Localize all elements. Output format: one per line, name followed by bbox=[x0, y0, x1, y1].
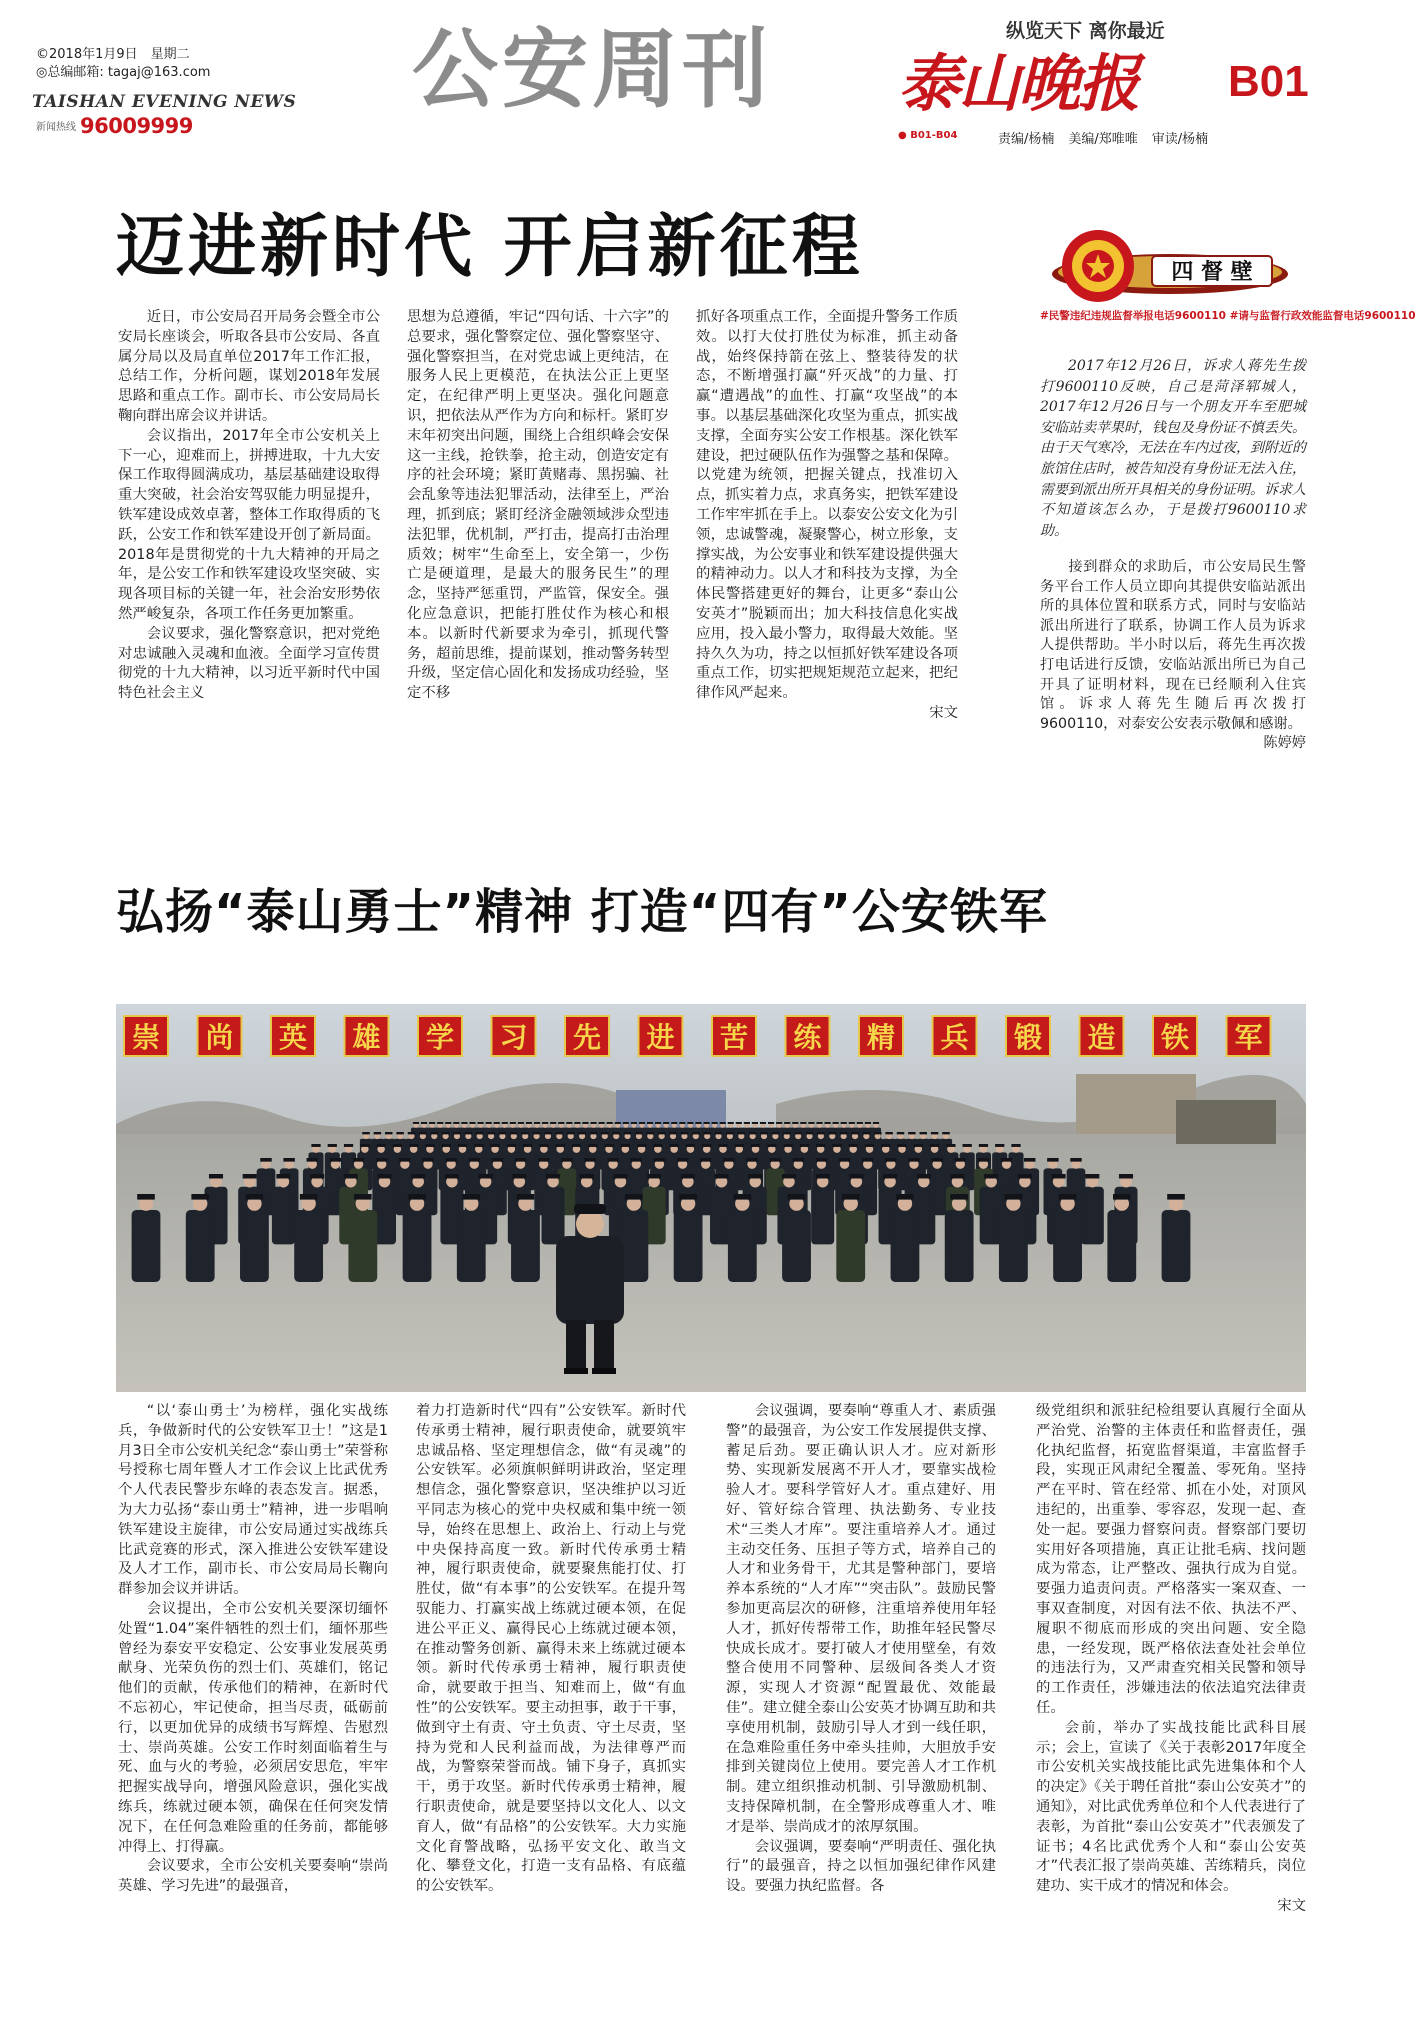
article1-column-1 bbox=[118, 308, 380, 792]
banner-char: 精 bbox=[866, 1021, 896, 1054]
police-assembly-photo bbox=[116, 1004, 1306, 1392]
banner-char: 练 bbox=[793, 1021, 822, 1054]
sidebar-body bbox=[1040, 558, 1306, 754]
newspaper-logo: 泰山晚报 bbox=[898, 47, 1139, 120]
photo-illustration bbox=[116, 1004, 1306, 1392]
article2-column-1 bbox=[118, 1402, 388, 2002]
banner-char: 造 bbox=[1087, 1021, 1116, 1054]
hotline-number: 96009999 bbox=[80, 114, 193, 138]
sidebar-logo-text: 四 督 壁 bbox=[1171, 260, 1253, 285]
article2-headline: 弘扬“泰山勇士”精神 打造“四有”公安铁军 bbox=[116, 884, 1048, 940]
banner-char: 铁 bbox=[1160, 1021, 1190, 1054]
article1-paragraph: 会议要求，强化警察意识，把对党绝对忠诚融入灵魂和血液。全面学习宣传贯彻党的十九大精神，以习近平新时代中国特色社会主义 bbox=[118, 625, 380, 702]
banner-char: 尚 bbox=[205, 1021, 234, 1054]
article1-headline: 迈进新时代 开启新征程 bbox=[116, 208, 864, 287]
banner-char: 苦 bbox=[719, 1021, 749, 1054]
banner-char: 军 bbox=[1234, 1021, 1263, 1054]
section-title: 公安周刊 bbox=[412, 20, 772, 120]
masthead-meta bbox=[36, 46, 210, 82]
article2-column-2 bbox=[416, 1402, 686, 2002]
sidebar-signature: 陈婷婷 bbox=[1263, 735, 1306, 752]
article2-paragraph: 会前，举办了实战技能比武科目展示；会上，宣读了《关于表彰2017年度全市公安机关实战技能比武先进集体和个人的决定》《关于聘任首批“泰山公安英才”的通知》，对比武优秀单位和个人代表进行了表彰，为首批“泰山公安英才”代表颁发了证书；4名比武优秀个人和“泰山公安英才”代表汇报了崇尚英雄、苦练精兵，岗位建功、实干成才的情况和体会。 bbox=[1036, 1719, 1306, 1895]
article1-paragraph: 近日，市公安局召开局务会暨全市公安局长座谈会，听取各县市公安局、各直属分局以及局直单位2017年工作汇报，总结工作，分析问题，谋划2018年发展思路和重点工作。副市长、市公安局局长鞠向群出席会议并讲话。 bbox=[118, 309, 380, 424]
article1-signature: 宋文 bbox=[929, 704, 958, 721]
article2-paragraph: 会议提出，全市公安机关要深切缅怀处置“1.04”案件牺牲的烈士们，缅怀那些曾经为泰安平安稳定、公安事业发展英勇献身、光荣负伤的烈士们、英雄们，铭记他们的贡献，传承他们的精神，在新时代不忘初心，牢记使命，担当尽责，砥砺前行，以更加优异的成绩书写辉煌、告慰烈士、崇尚英雄。公安工作时刻面临着生与死、血与火的考验，必须居安思危，牢牢把握实战导向，增强风险意识，强化实战练兵，练就过硬本领，确保在任何突发情况下，在任何急难险重的任务前，都能够冲得上、打得赢。 bbox=[118, 1600, 388, 1855]
sidebar-logo bbox=[1040, 222, 1306, 312]
article2-paragraph: “以‘泰山勇士’为榜样，强化实战练兵，争做新时代的公安铁军卫士！”这是1月3日全市公安机关纪念“泰山勇士”荣誉称号授称七周年暨人才工作会议上比武优秀个人代表民警步东峰的表态发言。据悉，为大力弘扬“泰山勇士”精神，进一步唱响铁军建设主旋律，市公安局通过实战练兵比武竞赛的形式，深入推进公安铁军建设及人才工作，副市长、市公安局局长鞠向群参加会议并讲话。 bbox=[118, 1403, 388, 1598]
banner-char: 英 bbox=[278, 1021, 308, 1054]
sidebar-quote bbox=[1040, 356, 1306, 541]
article2-column-4 bbox=[1036, 1402, 1306, 2002]
banner-char: 进 bbox=[646, 1021, 675, 1054]
article2-paragraph: 会议要求，全市公安机关要奏响“崇尚英雄、学习先进”的最强音， bbox=[118, 1858, 388, 1895]
sidebar-quote-text: 2017年12月26日，诉求人蒋先生拨打9600110反映，自己是菏泽郓城人，2017年12月26日与一个朋友开车至肥城安临站卖苹果时，钱包及身份证不慎丢失。由于天气寒冷，无法在车内过夜，到附近的旅馆住店时，被告知没有身份证无法入住，需要到派出所开具相关的身份证明。诉求人不知道该怎么办，于是拨打9600110求助。 bbox=[1040, 358, 1306, 539]
article1-column-3 bbox=[696, 308, 958, 792]
banner-char: 锻 bbox=[1013, 1021, 1043, 1054]
article2-signature: 宋文 bbox=[1277, 1897, 1306, 1914]
sidebar-caption: #民警违纪违规监督举报电话9600110 #请与监督行政效能监督电话9600110 bbox=[1040, 310, 1416, 322]
sidebar-column bbox=[1040, 222, 1416, 798]
article2-paragraph: 会议强调，要奏响“尊重人才、素质强警”的最强音，为公安工作发展提供支撑、蓄足后劲。要正确认识人才。应对新形势、实现新发展离不开人才，要靠实战检验人才。要科学管好人才。重点建好、用好、管好综合管理、执法勤务、专业技术“三类人才库”。要注重培养人才。通过主动交任务、压担子等方式，培养自己的人才和业务骨干，尤其是警种部门，要培养本系统的“人才库”“突击队”。鼓励民警参加更高层次的研修，注重培养使用年轻人才，抓好传帮带工作，助推年轻民警尽快成长成才。要打破人才使用壁垒，有效整合使用不同警种、层级间各类人才资源，实现人才资源“配置最优、效能最佳”。建立健全泰山公安英才协调互助和共享使用机制，鼓励引导人才到一线任职，在急难险重任务中牵头挂帅，大胆放手安排到关键岗位上使用。要完善人才工作机制。建立组织推动机制、引导激励机制、支持保障机制，在全警形成尊重人才、唯才是举、崇尚成才的浓厚氛围。 bbox=[726, 1403, 996, 1835]
article2-column-3 bbox=[726, 1402, 996, 2002]
banner-char: 兵 bbox=[940, 1021, 969, 1054]
article1-paragraph: 抓好各项重点工作，全面提升警务工作质效。以打大仗打胜仗为标准，抓主动备战，始终保持箭在弦上、整装待发的状态，不断增强打赢“歼灭战”的力量、打赢“遭遇战”的血性、打赢“攻坚战”的本事。以基层基础深化攻坚为重点，抓实战支撑，全面夯实公安工作根基。深化铁军建设，把过硬队伍作为强警之基和保障。以党建为统领，把握关键点，找准切入点，抓实着力点，求真务实，把铁军建设工作牢牢抓在手上。以泰安公安文化为引领，忠诚警魂，凝聚警心，树立形象，支撑实战，为公安事业和铁军建设提供强大的精神动力。以人才和科技为支撑，为全体民警搭建更好的舞台，让更多“泰山公安英才”脱颖而出；加大科技信息化实战应用，投入最小警力，取得最大效能。坚持久久为功，持之以恒抓好铁军建设各项重点工作，切实把规矩规范立起来，把纪律作风严起来。 bbox=[696, 309, 958, 702]
article1-paragraph: 会议指出，2017年全市公安机关上下一心，迎难而上，拼搏进取，十九大安保工作取得圆满成功，基层基础建设取得重大突破，社会治安驾驭能力明显提升，铁军建设成效卓著，整体工作取得质的飞跃，公安工作和铁军建设开创了新局面。2018年是贯彻党的十九大精神的开局之年，是公安工作和铁军建设攻坚突破、实现各项目标的关键一年，社会治安形势依然严峻复杂，各项工作任务更加繁重。 bbox=[118, 427, 380, 622]
article2-paragraph: 级党组织和派驻纪检组要认真履行全面从严治党、治警的主体责任和监督责任，强化执纪监督，拓宽监督渠道，丰富监督手段，实现正风肃纪全覆盖、零死角。坚持严在平时、管在经常、抓在小处，对顶风违纪的，出重拳、零容忍，发现一起、查处一起。要强力督察问责。督察部门要切实用好各项措施，真正让批毛病、找问题成为常态，让严整改、强执行成为自觉。要强力追责问责。严格落实一案双查、一事双查制度，对因有法不依、执法不严、履职不彻底而形成的突出问题、安全隐患，一经发现，既严格依法查处社会单位的违法行为，又严肃查究相关民警和领导的工作责任，涉嫌违法的依法追究法律责任。 bbox=[1036, 1403, 1306, 1716]
article1-column-2 bbox=[407, 308, 669, 792]
banner-char: 先 bbox=[572, 1021, 602, 1054]
banner-char: 雄 bbox=[352, 1021, 381, 1054]
issue-date: ©2018年1月9日 星期二 bbox=[36, 47, 190, 62]
article2-paragraph: 着力打造新时代“四有”公安铁军。新时代传承勇士精神，履行职责使命，就要筑牢忠诚品格、坚定理想信念，做“有灵魂”的公安铁军。必须旗帜鲜明讲政治，坚定理想信念，强化警察意识，坚决维护以习近平同志为核心的党中央权威和集中统一领导，始终在思想上、政治上、行动上与党中央保持高度一致。新时代传承勇士精神，履行职责使命，就要聚焦能打仗、打胜仗，做“有本事”的公安铁军。在提升驾驭能力、打赢实战上练就过硬本领，在促进公平正义、赢得民心上练就过硬本领，在推动警务创新、赢得未来上练就过硬本领。新时代传承勇士精神，履行职责使命，就要敢于担当、知难而上，做“有血性”的公安铁军。要主动担事，敢于干事，做到守土有责、守土负责、守土尽责，坚持为党和人民利益而战，为法律尊严而战，为警察荣誉而战。铺下身子，真抓实干，勇于攻坚。新时代传承勇士精神，履行职责使命，就是要坚持以文化人、以文育人，做“有品格”的公安铁军。大力实施文化育警战略，弘扬平安文化、敢当文化、攀登文化，打造一支有品格、有底蕴的公安铁军。 bbox=[416, 1403, 686, 1895]
english-name: TAISHAN EVENING NEWS bbox=[32, 92, 297, 112]
sidebar-paragraph: 接到群众的求助后，市公安局民生警务平台工作人员立即向其提供安临站派出所的具体位置和联系方式，同时与安临站派出所进行了联系，协调工作人员为诉求人提供帮助。半小时以后，蒋先生再次拨打电话进行反馈，安临站派出所已为自己开具了证明材料，现在已经顺利入住宾馆。诉求人蒋先生随后再次拨打9600110，对泰安公安表示敬佩和感谢。 bbox=[1040, 559, 1306, 732]
page-range: ● B01-B04 bbox=[898, 130, 958, 141]
banner-char: 学 bbox=[425, 1021, 455, 1054]
newspaper-slogan: 纵览天下 离你最近 bbox=[1006, 20, 1165, 42]
hotline-label: 新闻热线 bbox=[36, 122, 76, 133]
credit-designer: 美编/郑唯唯 bbox=[1068, 132, 1138, 147]
article2-paragraph: 会议强调，要奏响“严明责任、强化执行”的最强音，持之以恒加强纪律作风建设。要强力执纪监督。各 bbox=[726, 1838, 996, 1895]
editor-email[interactable]: ◎总编邮箱: tagaj@163.com bbox=[36, 65, 211, 80]
editor-credits bbox=[998, 128, 1222, 147]
banner-char: 习 bbox=[499, 1021, 528, 1054]
credit-editor: 责编/杨楠 bbox=[998, 132, 1055, 147]
credit-proofreader: 审读/杨楠 bbox=[1151, 132, 1209, 147]
news-hotline bbox=[36, 114, 193, 138]
article1-paragraph: 思想为总遵循，牢记“四句话、十六字”的总要求，强化警察定位、强化警察坚守、强化警察担当，在对党忠诚上更纯洁，在服务人民上更模范，在执法公正上更坚定，在纪律严明上更坚决。强化问题意识，把依法从严作为方向和标杆。紧盯岁末年初突出问题，围绕上合组织峰会安保这一主线，抢铁拳，抢主动，创造安定有序的社会环境；紧盯黄赌毒、黑拐骗、社会乱象等违法犯罪活动，法律至上，严治理，抓到底；紧盯经济金融领域涉众型违法犯罪，优机制，严打击，提高打击治理质效；树牢“生命至上，安全第一，少伤亡是硬道理，是最大的服务民生”的理念，坚持严惩重罚，严监管，保安全。强化应急意识，把能打胜仗作为核心和根本。以新时代新要求为牵引，抓现代警务，超前思维，提前谋划，推动警务转型升级，坚定信心固化和发扬成功经验，坚定不移 bbox=[407, 309, 669, 702]
banner-char: 崇 bbox=[131, 1021, 161, 1054]
page-number: B01 bbox=[1228, 57, 1309, 106]
